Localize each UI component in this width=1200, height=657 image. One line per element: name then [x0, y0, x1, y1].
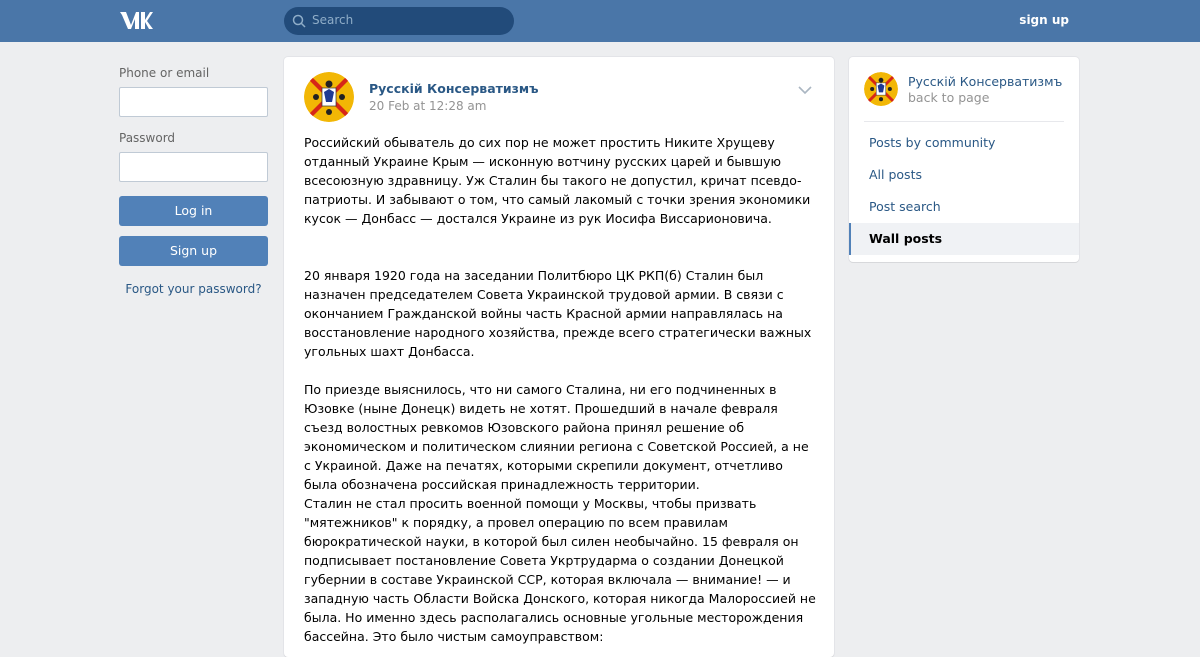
login-button[interactable]: Log in [119, 196, 268, 226]
community-name[interactable]: Русскій Консерватизмъ [908, 74, 1063, 89]
forgot-password-link[interactable]: Forgot your password? [125, 282, 262, 296]
signup-link[interactable]: sign up [1019, 13, 1069, 27]
post-date[interactable]: 20 Feb at 12:28 am [369, 99, 487, 113]
menu-item-posts-by-community[interactable]: Posts by community [869, 135, 996, 150]
community-emblem [864, 72, 898, 106]
community-avatar-small[interactable] [864, 72, 898, 106]
vk-logo-icon[interactable] [119, 10, 153, 31]
top-bar [0, 0, 1200, 42]
search-icon [292, 14, 306, 28]
phone-label: Phone or email [119, 66, 210, 80]
post-paragraph: 20 января 1920 года на заседании Политбюро ЦК РКП(б) Сталин был назначен председателем Совета Украинской трудовой армии. В связи с окончанием Гражданской войны часть Красной армии направлялась на восстановление народного хозяйства, прежде всего стратегически важных угольных шахт Донбасса. [304, 268, 812, 359]
divider [864, 121, 1064, 122]
post-paragraph: По приезде выяснилось, что ни самого Сталина, ни его подчиненных в Юзовке (ныне Донецк) видеть не хотят. Прошедший в начале февраля съезд волостных ревкомов Юзовского района принял решение об экономическом и политическом слиянии региона с Советской Россией, а не с Украиной. Даже на печатях, которыми скрепили документ, отчетливо была обозначена российская принадлежность территории. [304, 382, 809, 492]
wall-menu [849, 127, 1079, 255]
phone-email-field[interactable] [119, 87, 268, 117]
wall-post [284, 57, 834, 657]
post-paragraph: Сталин не стал просить военной помощи у Москвы, чтобы призвать "мятежников" к порядку, а провел операцию по всем правилам бюрократической науки, в которой был силен необычайно. 15 февраля он подписывает постановление Совета Укртрударма о создании Донецкой губернии в составе Украинской ССР, которая включала — внимание! — и западную часть Области Войска Донского, которая никогда Малороссией не была. Но именно здесь располагались основные угольные месторождения бассейна. Это было чистым самоуправством: [304, 496, 820, 644]
menu-item-wall-posts[interactable]: Wall posts [849, 223, 1079, 255]
password-label: Password [119, 131, 176, 145]
menu-item-all-posts[interactable]: All posts [869, 167, 922, 182]
back-to-page-link[interactable]: back to page [908, 90, 990, 105]
community-sidebar [849, 57, 1079, 262]
post-author[interactable]: Русскій Консерватизмъ [369, 81, 539, 96]
post-text [304, 133, 820, 646]
password-field[interactable] [119, 152, 268, 182]
post-paragraph: Российский обыватель до сих пор не может простить Никите Хрущеву отданный Украине Крым — исконную вотчину русских царей и бывшую всесоюзную здравницу. Уж Сталин бы такого не допустил, кричат псевдо-патриоты. И забывают о том, что самый лакомый с точки зрения экономики кусок — Донбасс — достался Украине из рук Иосифа Виссарионовича. [304, 135, 815, 226]
login-panel [119, 66, 268, 296]
menu-item-post-search[interactable]: Post search [869, 199, 941, 214]
search-placeholder: Search [312, 13, 354, 27]
search-input[interactable] [284, 7, 514, 35]
community-avatar[interactable] [304, 72, 354, 122]
chevron-down-icon[interactable] [798, 85, 812, 95]
signup-button[interactable]: Sign up [119, 236, 268, 266]
community-emblem [304, 72, 354, 122]
